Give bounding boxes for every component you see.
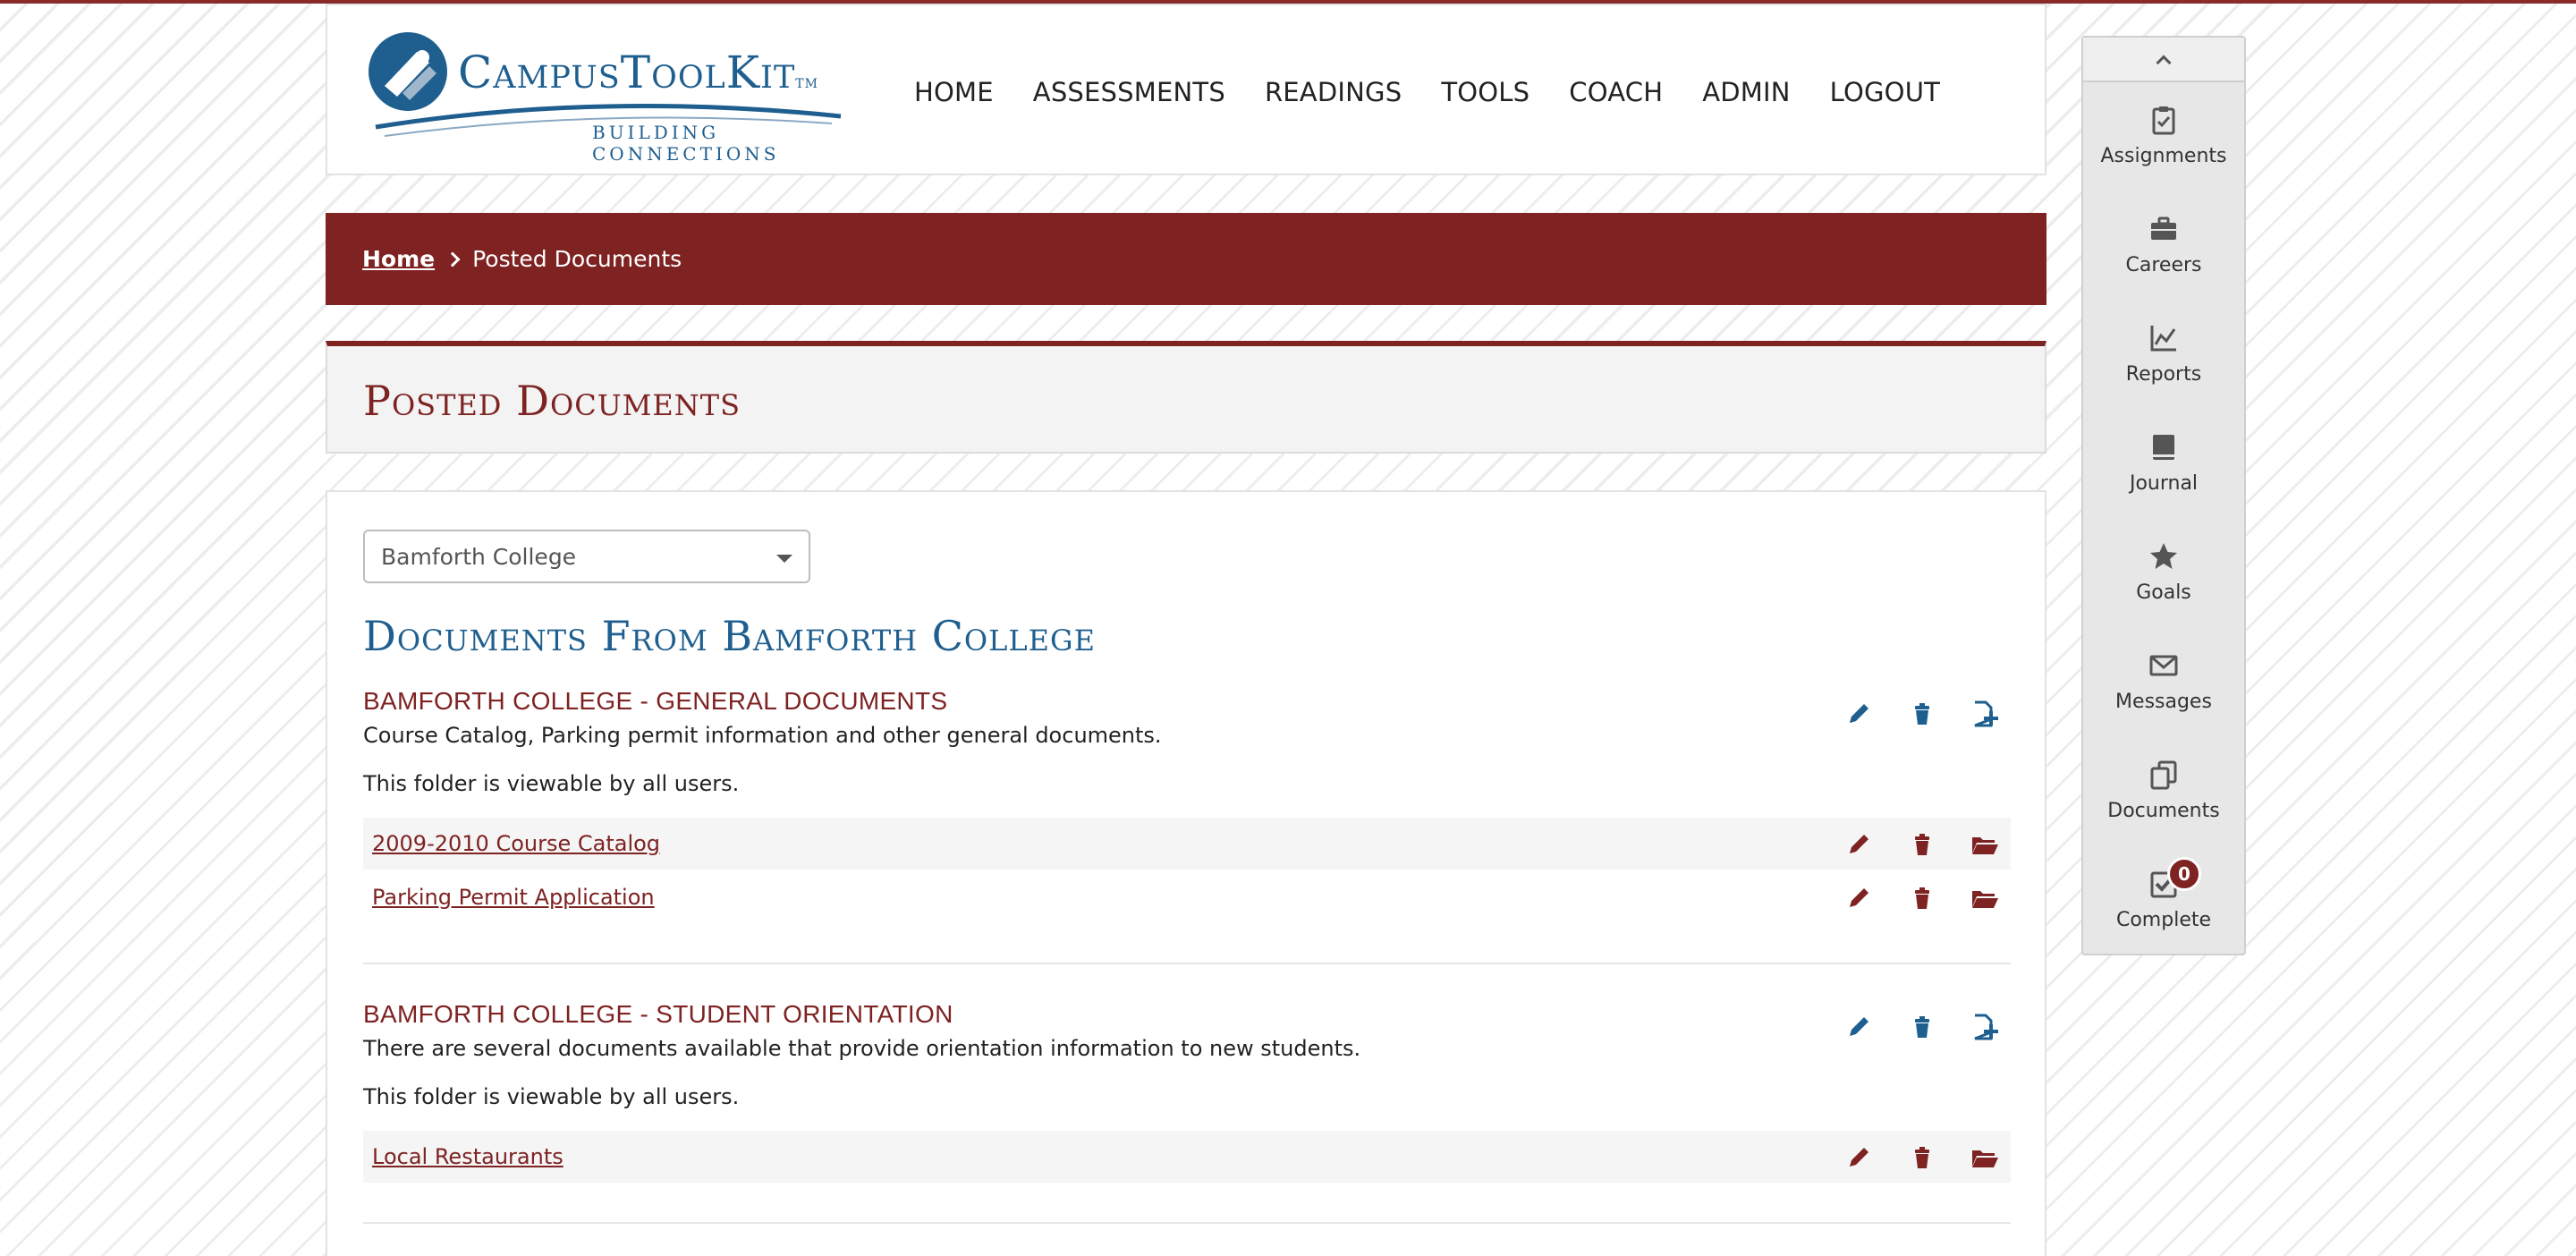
edit-document-pencil-icon[interactable] xyxy=(1844,830,1875,859)
main-nav xyxy=(914,77,1979,107)
folder-actions xyxy=(1844,700,2000,728)
logo-word-text: CampusToolKit xyxy=(458,47,796,98)
sidebar-item-label: Complete xyxy=(2115,909,2212,931)
edit-document-pencil-icon[interactable] xyxy=(1844,884,1875,912)
sidebar-item-reports[interactable] xyxy=(2083,302,2244,401)
sidebar-item-journal[interactable] xyxy=(2083,412,2244,510)
chevron-up-icon xyxy=(2157,55,2172,71)
sidebar-collapse-button[interactable] xyxy=(2083,38,2244,82)
folder-divider xyxy=(363,963,2011,964)
edit-folder-pencil-icon[interactable] xyxy=(1844,700,1875,728)
sidebar-item-label: Reports xyxy=(2125,363,2202,386)
nav-readings[interactable]: READINGS xyxy=(1264,77,1402,107)
folder-student-orientation xyxy=(363,1000,2011,1256)
edit-document-pencil-icon[interactable] xyxy=(1844,1143,1875,1172)
quick-links-sidebar xyxy=(2081,36,2246,955)
star-icon xyxy=(2148,540,2180,573)
documents-panel xyxy=(326,490,2046,1256)
sidebar-item-label: Careers xyxy=(2125,254,2202,276)
folder-visibility: This folder is viewable by all users. xyxy=(363,771,740,796)
folder-divider xyxy=(363,1222,2011,1224)
sidebar-item-label: Messages xyxy=(2115,691,2212,713)
delete-document-trash-icon[interactable] xyxy=(1907,884,1937,912)
nav-assessments[interactable]: ASSESSMENTS xyxy=(1032,77,1225,107)
document-link-parking-permit[interactable]: Parking Permit Application xyxy=(372,885,655,910)
line-chart-icon xyxy=(2148,322,2180,354)
document-link-local-restaurants[interactable]: Local Restaurants xyxy=(372,1144,564,1169)
document-link-course-catalog[interactable]: 2009-2010 Course Catalog xyxy=(372,831,661,856)
sidebar-item-assignments[interactable] xyxy=(2083,84,2244,182)
nav-home[interactable]: HOME xyxy=(914,77,994,107)
sidebar-item-careers[interactable] xyxy=(2083,193,2244,292)
school-select[interactable] xyxy=(363,530,810,583)
nav-admin[interactable]: ADMIN xyxy=(1702,77,1791,107)
folder-description: Course Catalog, Parking permit information and other general documents. xyxy=(363,723,1162,748)
delete-document-trash-icon[interactable] xyxy=(1907,1143,1937,1172)
nav-tools[interactable]: TOOLS xyxy=(1441,77,1530,107)
sidebar-item-label: Journal xyxy=(2129,472,2199,495)
sidebar-item-messages[interactable] xyxy=(2083,630,2244,728)
delete-folder-trash-icon[interactable] xyxy=(1907,1013,1937,1041)
logo-wordmark xyxy=(458,47,818,98)
logo-tagline: BUILDING CONNECTIONS xyxy=(592,122,780,165)
document-actions xyxy=(1844,830,2000,859)
book-icon xyxy=(2148,431,2180,463)
chevron-right-icon xyxy=(445,251,461,267)
sidebar-item-documents[interactable] xyxy=(2083,739,2244,837)
site-header xyxy=(326,4,2046,175)
folder-title: BAMFORTH COLLEGE - STUDENT ORIENTATION xyxy=(363,1000,953,1028)
sidebar-item-label: Documents xyxy=(2107,800,2220,822)
document-row xyxy=(363,871,2011,923)
open-folder-icon[interactable] xyxy=(1970,884,2000,912)
delete-document-trash-icon[interactable] xyxy=(1907,830,1937,859)
document-row xyxy=(363,1131,2011,1183)
document-row xyxy=(363,818,2011,870)
open-folder-icon[interactable] xyxy=(1970,1143,2000,1172)
edit-folder-pencil-icon[interactable] xyxy=(1844,1013,1875,1041)
breadcrumb-home-link[interactable]: Home xyxy=(362,246,436,272)
folder-description: There are several documents available that provide orientation information to new students. xyxy=(363,1036,1361,1061)
delete-folder-trash-icon[interactable] xyxy=(1907,700,1937,728)
folder-actions xyxy=(1844,1013,2000,1041)
caret-down-icon xyxy=(776,555,792,563)
copy-icon xyxy=(2148,759,2180,791)
sidebar-item-complete[interactable] xyxy=(2083,848,2244,946)
complete-count-badge: 0 xyxy=(2167,857,2201,891)
sidebar-item-goals[interactable] xyxy=(2083,521,2244,619)
document-actions xyxy=(1844,884,2000,912)
folder-general-documents xyxy=(363,687,2011,955)
sidebar-item-label: Goals xyxy=(2136,581,2191,604)
section-heading: Documents From Bamforth College xyxy=(363,612,1096,660)
page-title: Posted Documents xyxy=(363,377,741,425)
folder-visibility: This folder is viewable by all users. xyxy=(363,1084,740,1109)
school-select-value: Bamforth College xyxy=(381,543,577,570)
briefcase-icon xyxy=(2148,213,2180,245)
nav-logout[interactable]: LOGOUT xyxy=(1829,77,1941,107)
sidebar-item-label: Assignments xyxy=(2100,145,2227,167)
breadcrumb-current: Posted Documents xyxy=(472,246,682,272)
document-actions xyxy=(1844,1143,2000,1172)
logo-tm: TM xyxy=(795,77,818,91)
add-document-icon[interactable] xyxy=(1970,1013,2000,1041)
add-document-icon[interactable] xyxy=(1970,700,2000,728)
clipboard-check-icon xyxy=(2148,104,2180,136)
breadcrumb xyxy=(326,213,2046,305)
campustoolkit-logo[interactable] xyxy=(367,30,859,165)
title-panel xyxy=(326,341,2046,454)
nav-coach[interactable]: COACH xyxy=(1569,77,1664,107)
folder-title: BAMFORTH COLLEGE - GENERAL DOCUMENTS xyxy=(363,687,948,715)
envelope-icon xyxy=(2148,649,2180,682)
open-folder-icon[interactable] xyxy=(1970,830,2000,859)
